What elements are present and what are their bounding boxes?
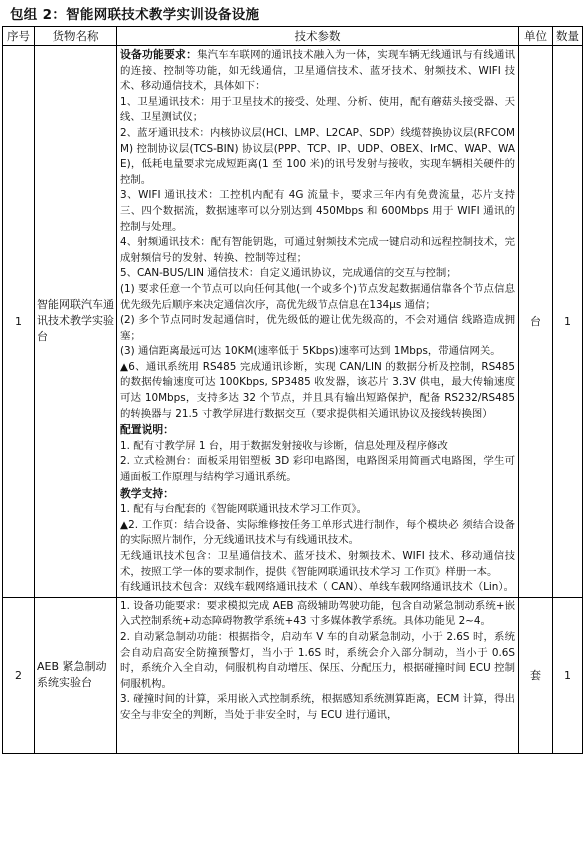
param-text: (1) 要求任意一个节点可以向任何其他(一个或多个)节点发起数据通信靠各个节点信息优先级先后顺序来决定通信次序，高优先级节点信息在134μs 通信； <box>120 282 515 311</box>
param-line <box>120 235 515 266</box>
param-text: 1. 配有寸教学屏 1 台，用于数据发射接收与诊断，信息处理及程序修改 <box>120 439 448 452</box>
table-row <box>3 46 583 598</box>
header-name: 货物名称 <box>35 27 117 46</box>
param-text: 1、卫星通讯技术：用于卫星技术的接受、处理、分析、使用，配有蘑菇头接受器、天线、卫星测试仪； <box>120 95 515 124</box>
param-text: (3) 通信距离最远可达 10KM(速率低于 5Kbps)速率可达到 1Mbps，带通信网关。 <box>120 345 501 358</box>
param-line <box>120 486 515 503</box>
param-text: 2. 立式检测台：面板采用铝塑板 3D 彩印电路图，电路图采用简画式电路图，学生可通面板工作原理与结构学习通讯系统。 <box>120 455 515 484</box>
param-text: ▲6、通讯系统用 RS485 完成通讯诊断，实现 CAN/LIN 的数据分析及控制，RS485 的数据传输速度可达 100Kbps, SP3485 收发器，该芯片 3.3V 供电，最大传输速度可达 10Mbps，支持多达 32 个节点，并且具有输出短路保护，配备 RS232/RS485 的转换器与 21.5 寸教学屏进行数据交互（要求提供相关通讯协议及接线转换图） <box>120 360 515 420</box>
row1-qty: 1 <box>553 46 583 598</box>
row1-name: 智能网联汽车通讯技术教学实验台 <box>35 46 117 598</box>
param-text: 1. 配有与台配套的《智能网联通讯技术学习工作页》。 <box>120 503 367 516</box>
param-text: 5、CAN-BUS/LIN 通信技术：自定义通讯协议，完成通信的交互与控制； <box>120 267 457 280</box>
param-line <box>120 422 515 439</box>
param-line <box>120 518 515 549</box>
param-line <box>120 439 515 455</box>
param-text: 1. 设备功能要求：要求模拟完成 AEB 高级辅助驾驶功能，包含自动紧急制动系统+嵌入式控制系统+动态障碍物教学系统+43 寸多媒体教学系统。具体功能见 2~4。 <box>120 599 515 628</box>
table-row <box>3 597 583 753</box>
row1-paragraphs <box>120 47 515 596</box>
param-heading: 教学支持： <box>120 486 174 500</box>
header-qty: 数量 <box>553 27 583 46</box>
param-line <box>120 47 515 95</box>
param-heading: 设备功能要求： <box>120 48 198 61</box>
param-line <box>120 630 515 692</box>
row2-unit: 套 <box>519 597 553 753</box>
param-line <box>120 360 515 422</box>
param-line <box>120 454 515 485</box>
package-title: 包组 2：智能网联技术教学实训设备设施 <box>10 7 260 23</box>
row1-seq: 1 <box>3 46 35 598</box>
param-line <box>120 599 515 630</box>
row2-paragraphs <box>120 599 515 752</box>
row2-name: AEB 紧急制动系统实验台 <box>35 597 117 753</box>
row2-params <box>117 597 519 753</box>
param-line <box>120 266 515 282</box>
param-line <box>120 95 515 126</box>
param-line <box>120 580 515 596</box>
param-text: 3、WIFI 通讯技术：工控机内配有 4G 流量卡，要求三年内有免费流量，芯片支持三、四个数据流，数据速率可以分别达到 450Mbps 和 600Mbps 用于 WIFI 通讯的控制与处理。 <box>120 189 515 233</box>
param-line <box>120 344 515 360</box>
param-heading: 配置说明： <box>120 423 174 437</box>
equipment-table <box>2 26 583 754</box>
param-line <box>120 188 515 235</box>
param-text: 2、蓝牙通讯技术：内核协议层(HCI、LMP、L2CAP、SDP）线缆替换协议层(RFCOMM) 控制协议层(TCS-BIN) 协议层(PPP、TCP、IP、UDP、OBEX、IrMC、WAP、WAE)，低耗电量要求完成短距离(1 至 100 米)的讯号发射与接收，实现车辆相关硬件的控制。 <box>120 126 515 186</box>
row2-qty: 1 <box>553 597 583 753</box>
header-unit: 单位 <box>519 27 553 46</box>
table-header-row <box>3 27 583 46</box>
row1-unit: 台 <box>519 46 553 598</box>
param-text: 有线通讯技术包含：双线车载网络通讯技术（ CAN）、单线车载网络通讯技术（Lin）。 <box>120 581 514 594</box>
param-text: (2) 多个节点同时发起通信时，优先级低的避让优先级高的，不会对通信 线路造成拥塞； <box>120 314 515 342</box>
header-params: 技术参数 <box>117 27 519 46</box>
header-seq: 序号 <box>3 27 35 46</box>
param-line <box>120 313 515 344</box>
param-text: 无线通讯技术包含：卫星通信技术、蓝牙技术、射频技术、WIFI 技术、移动通信技术，按照工学一体的要求制作，提供《智能网联通讯技术学习 工作页》样册一本。 <box>120 550 515 578</box>
param-text: 4、射频通讯技术：配有智能钥匙，可通过射频技术完成一键启动和远程控制技术，完成射频信号的发射、转换、控制等过程； <box>120 236 515 264</box>
param-line <box>120 282 515 313</box>
param-text: 集汽车车联网的通讯技术融入为一体，实现车辆无线通讯与有线通讯的连接、控制等功能，如无线通信，卫星通信技术、蓝牙技术、射频技术、WIFI 技术、移动通信技术，具体如下： <box>120 49 515 93</box>
param-line <box>120 126 515 188</box>
row1-params <box>117 46 519 598</box>
param-line <box>120 549 515 580</box>
param-line <box>120 502 515 518</box>
param-text: 3. 碰撞时间的计算，采用嵌入式控制系统，根据感知系统测算距离，ECM 计算，得出安全与非安全的判断，当处于非安全时，与 ECU 进行通讯， <box>120 693 515 721</box>
param-line <box>120 692 515 723</box>
param-text: ▲2. 工作页：结合设备、实际维修按任务工单形式进行制作，每个模块必 须结合设备的实际照片制作，分无线通讯技术与有线通讯技术。 <box>120 518 515 547</box>
row2-seq: 2 <box>3 597 35 753</box>
param-text: 2. 自动紧急制动功能：根据指令，启动车 V 车的自动紧急制动，小于 2.6S 时，系统会自动启高安全防撞预警灯，当小于 1.6S 时，系统会介入部分制动，当小于 0.6S 时，系统介入全自动，伺服机构自动增压、保压、分配压力，根据碰撞时间 ECU 控制伺服机构。 <box>120 630 515 690</box>
